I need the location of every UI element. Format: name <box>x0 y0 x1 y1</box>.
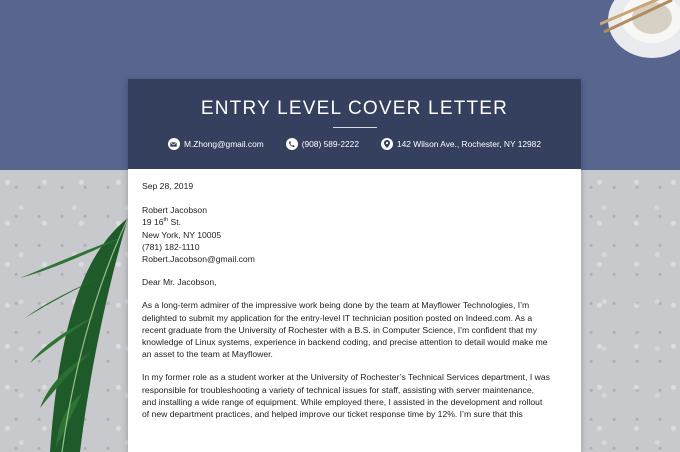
letter-header <box>128 79 581 169</box>
cover-letter-page <box>128 79 581 452</box>
letter-body <box>128 169 581 420</box>
paragraph-2: In my former role as a student worker at the University of Rochester’s Technical Services department, I was responsible for troubleshooting a variety of technical issues for staff, assisting with server maintenance, and installing a wide range of equipment. While employed there, I assisted in the development and rollout of new department practices, and helped improve our ticket response time by 12%. I’m sure that this <box>142 372 550 420</box>
coffee-cup-decoration <box>600 0 680 60</box>
phone-icon <box>286 138 298 150</box>
recipient-name: Robert Jacobson <box>142 205 207 216</box>
recipient-street: 19 16th St. <box>142 217 182 228</box>
letter-date: Sep 28, 2019 <box>142 181 194 191</box>
recipient-block <box>142 204 567 265</box>
paragraph-1: As a long-term admirer of the impressive work being done by the team at Mayflower Technologies, I’m delighted to submit my application for the entry-level IT technician position posted on Indeed.com. As a recent graduate from the University of Rochester with a B.S. in Computer Science, I’m confident that my knowledge of Linux systems, experience in backend coding, and precise attention to detail would make me an asset to the team at Mayflower. <box>142 300 548 360</box>
address-text: 142 Wilson Ave., Rochester, NY 12982 <box>396 139 541 149</box>
letter-title: ENTRY LEVEL COVER LETTER <box>200 98 509 119</box>
recipient-email: Robert.Jacobson@gmail.com <box>142 254 255 265</box>
leaf-decoration <box>20 218 138 452</box>
email-text: M.Zhong@gmail.com <box>183 139 264 149</box>
contact-info <box>128 138 581 150</box>
contact-phone <box>286 138 359 150</box>
recipient-phone: (781) 182-1110 <box>142 241 200 252</box>
contact-address <box>381 138 541 150</box>
salutation: Dear Mr. Jacobson, <box>142 277 217 288</box>
location-icon <box>381 138 393 150</box>
contact-email <box>168 138 264 150</box>
title-divider <box>333 127 377 128</box>
phone-text: (908) 589-2222 <box>301 139 359 149</box>
recipient-city: New York, NY 10005 <box>142 229 222 240</box>
email-icon <box>168 138 180 150</box>
